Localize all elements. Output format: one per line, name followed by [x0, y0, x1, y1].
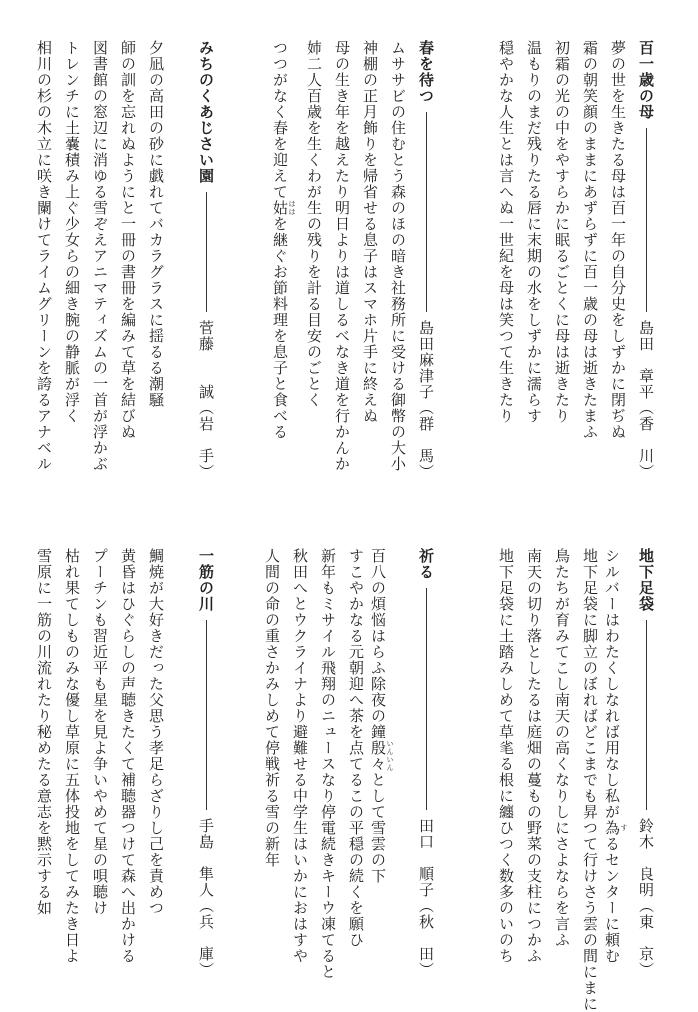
poem-title-column	[636, 40, 656, 480]
tanka-line: 姉二人百歳を生くわが生の残りを計る目安のごとく	[305, 40, 323, 408]
poem-author: 菅藤 誠（岩 手）	[197, 320, 215, 480]
tanka-line-with-furigana	[369, 548, 394, 978]
poem-title-column	[416, 40, 436, 480]
tanka-line: 鳥たちが育みてこし南天の高くなりしにさよならを言ふ	[553, 548, 571, 948]
tanka-line: 夢の世を生きたる母は百一年の自分史をしずかに閉ぢぬ	[609, 40, 627, 440]
poem-group-top	[0, 40, 698, 480]
line-part: シルバーはわたくしなれば用なし私が	[603, 548, 621, 820]
line-part: 百八の煩悩はらふ除夜の鐘	[369, 548, 387, 740]
tanka-line: プーチンも習近平も星を見よ争いやめて星の唄聴け	[91, 548, 109, 916]
furigana: いんいん	[386, 740, 394, 772]
poem-author: 手島 隼人（兵 庫）	[197, 818, 215, 978]
tanka-line: 温もりのまだ残りたる唇に末期の水をしずかに濡らす	[525, 40, 543, 424]
ruby-word: 為 す	[603, 820, 628, 836]
tanka-line: 神棚の正月飾りを帰省せる息子はスマホ片手に終えぬ	[361, 40, 379, 424]
poem-author: 田口 順子（秋 田）	[417, 818, 435, 978]
title-rule	[426, 112, 427, 312]
tanka-line: 新年もミサイル飛翔のニュースなり停電続きキーウ凍てると	[319, 548, 337, 980]
poem-title-column	[416, 548, 436, 978]
line-part: るセンターに頼む	[603, 836, 621, 964]
line-part: として雪雲の下	[369, 772, 387, 884]
tanka-line: ムササビの住むとう森のほの暗き社務所に受ける御幣の大小	[389, 40, 407, 472]
poem-title: 春を待つ	[417, 40, 435, 104]
title-rule	[206, 620, 207, 810]
poem-title: みちのくあじさい園	[197, 40, 215, 184]
tanka-line: 図書館の窓辺に消ゆる雪ぞえアニマティズムの一首が浮かぶ	[91, 40, 109, 472]
tanka-line: 初霜の光の中をやすらかに眠るごとくに母は逝きたり	[553, 40, 571, 424]
poem-title-column	[196, 40, 216, 480]
tanka-line: 枯れ果てしものみな優し草原に五体投地をしてみたき日よ	[63, 548, 81, 964]
poem-title: 百一歳の母	[637, 40, 655, 120]
tanka-line: 夕凪の高田の砂に戯れてバカラグラスに揺るる潮騒	[147, 40, 165, 408]
tanka-line: 母の生き年を越えたり明日よりは道しるべなき道を行かんか	[333, 40, 351, 472]
poem-group-bottom	[0, 548, 698, 1012]
poem-title-column	[196, 548, 216, 978]
title-rule	[646, 128, 647, 312]
line-part: つつがなく春を迎えて	[271, 40, 289, 200]
tanka-line: すこやかなる元朝迎へ茶を点てるこの平穏の続くを願ひ	[347, 548, 365, 948]
tanka-line: 穏やかな人生とは言へぬ一世紀を母は笑つて生きたり	[497, 40, 515, 424]
tanka-line: 南天の切り落としたるは庭畑の蔓もの野菜の支柱につかふ	[525, 548, 543, 964]
poem-title: 地下足袋	[637, 548, 655, 612]
furigana: はは	[288, 200, 296, 216]
tanka-line: 地下足袋に土踏みしめて草毟る根に纏ひつく数多のいのち	[497, 548, 515, 964]
title-rule	[206, 192, 207, 312]
line-part: を継ぐお節料理を息子と食べる	[271, 216, 289, 440]
title-rule	[646, 620, 647, 810]
tanka-line-with-furigana	[271, 40, 296, 480]
tanka-line: 雪原に一筋の川流れたり秘めたる意志を黙示する如	[35, 548, 53, 916]
poem-title: 祈る	[417, 548, 435, 580]
tanka-line-with-furigana	[603, 548, 628, 978]
furigana: す	[620, 820, 628, 836]
tanka-line: 人間の命の重さかみしめて停戦祈る雪の新年	[263, 548, 281, 868]
ruby-word: 殷々 いんいん	[369, 740, 394, 772]
poem-title: 一筋の川	[197, 548, 215, 612]
tanka-line: 黄昏はひぐらしの声聴きたくて補聴器つけて森へ出かける	[119, 548, 137, 964]
tanka-line: 秋田へとウクライナより避難せる中学生はいかにおはすや	[291, 548, 309, 964]
poem-author: 島田麻津子（群 馬）	[417, 320, 435, 480]
poem-author: 鈴木 良明（東 京）	[637, 818, 655, 978]
tanka-line: トレンチに土嚢積み上ぐ少女らの細き腕の静脈が浮く	[63, 40, 81, 424]
poem-title-column	[636, 548, 656, 978]
tanka-line: 地下足袋に脚立のぼればどこまでも昇つて行けさう雲の間にまに	[581, 548, 599, 1012]
tanka-line: 相川の杉の木立に咲き闌けてライムグリーンを誇るアナベル	[35, 40, 53, 472]
ruby-word: 姑 はは	[271, 200, 296, 216]
title-rule	[426, 588, 427, 810]
tanka-line: 霜の朝笑顔のままにあずらずに百一歳の母は逝きたまふ	[581, 40, 599, 440]
tanka-line: 鯛焼が大好きだった父思う孝足らざりし己を責めつ	[147, 548, 165, 916]
poem-author: 島田 章平（香 川）	[637, 320, 655, 480]
tanka-line: 師の訓を忘れぬようにと一冊の書冊を編みて草を結びぬ	[119, 40, 137, 440]
